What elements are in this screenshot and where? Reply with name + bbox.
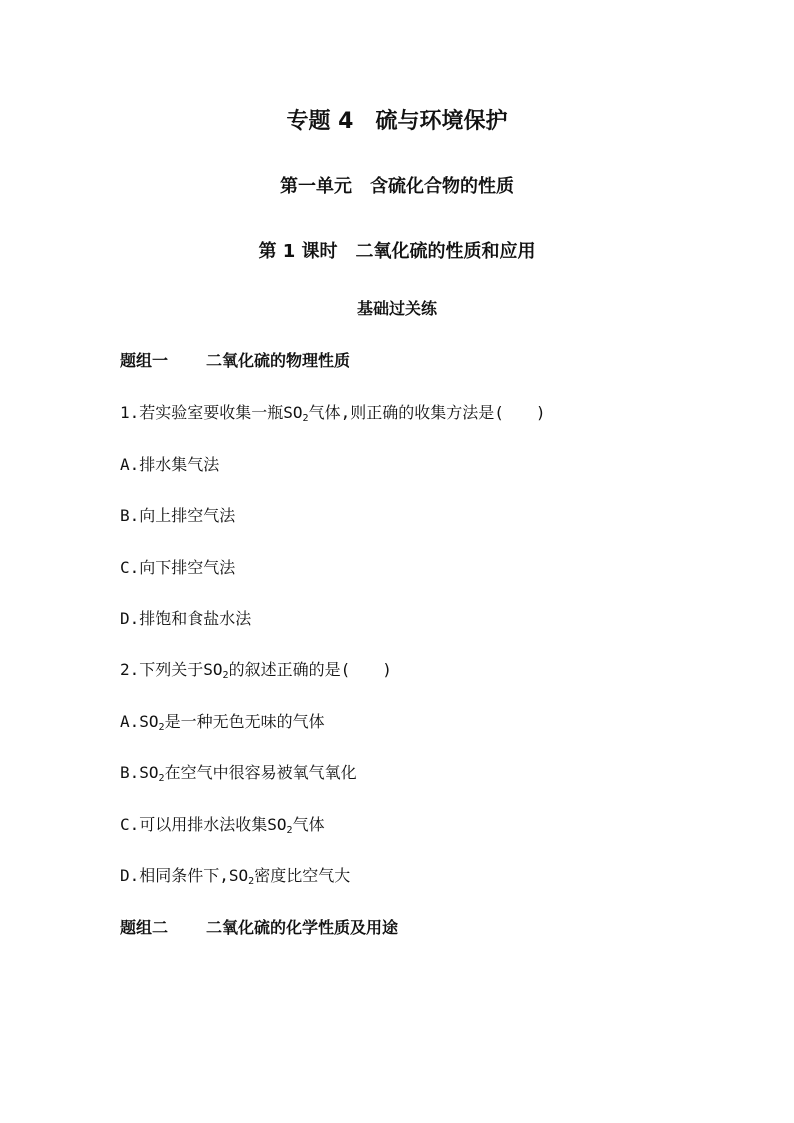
question-1-option-c: C.向下排空气法 [120, 558, 236, 577]
question-2-option-c: C.可以用排水法收集$SO_2$气体 [120, 815, 325, 836]
question-2-stem: 2.下列关于$SO_2$的叙述正确的是( ) [120, 660, 392, 681]
question-1-option-a: A.排水集气法 [120, 455, 220, 474]
question-2-option-a: $A.SO_2$是一种无色无味的气体 [120, 712, 325, 733]
question-group-1-heading [120, 348, 350, 371]
chapter-title: 专题 4 硫与环境保护 [286, 109, 508, 134]
question-group-2-heading [120, 915, 398, 938]
group-title: 二氧化硫的化学性质及用途 [206, 918, 399, 937]
question-1-stem: 1.若实验室要收集一瓶$SO_2$气体,则正确的收集方法是( ) [120, 403, 546, 424]
unit-title: 第一单元 含硫化合物的性质 [280, 176, 514, 197]
lesson-title: 第 1 课时 二氧化硫的性质和应用 [258, 241, 536, 262]
group-title: 二氧化硫的物理性质 [206, 351, 351, 370]
question-2-option-b: $B.SO_2$在空气中很容易被氧气氧化 [120, 763, 357, 784]
question-1-option-b: B.向上排空气法 [120, 506, 236, 525]
group-label: 题组二 [120, 918, 169, 937]
group-label: 题组一 [120, 351, 169, 370]
question-1-option-d: D.排饱和食盐水法 [120, 609, 252, 628]
question-2-option-d: D.相同条件下$,SO_2$密度比空气大 [120, 866, 351, 887]
section-title: 基础过关练 [356, 299, 437, 318]
